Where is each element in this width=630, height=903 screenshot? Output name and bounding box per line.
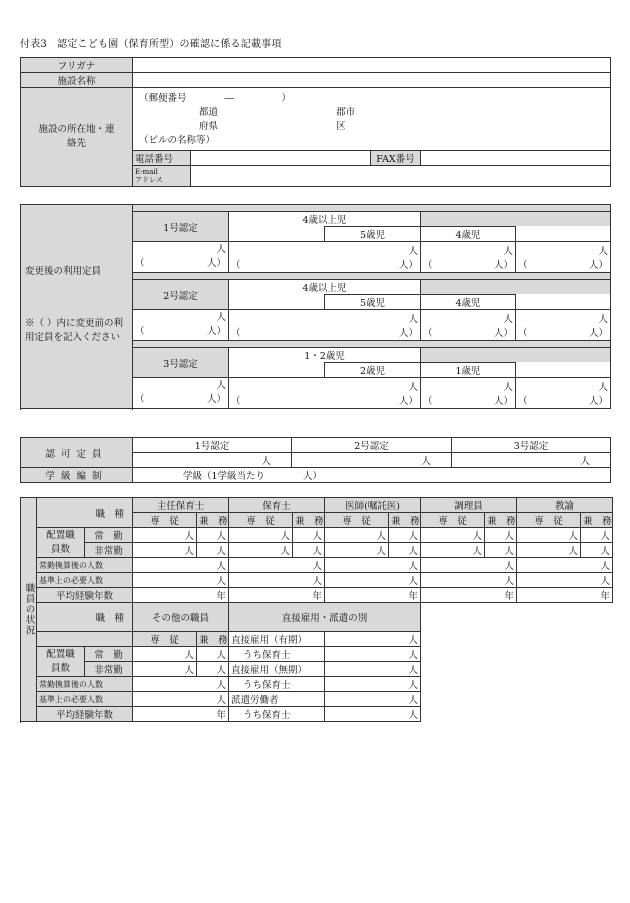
cert1-A[interactable]: 人 （ 人） [229,242,421,273]
req-2[interactable]: 人 [325,573,421,588]
nonregular-label: 非常勤 [85,543,133,558]
of-which-1-field[interactable]: 人 [325,647,421,662]
capacity-table [20,204,611,409]
r3-part[interactable]: 人 [485,528,517,543]
approved-c1-field[interactable]: 人 [133,453,292,468]
role-1-full: 専 従 [229,513,293,528]
r2-full[interactable]: 人 [325,528,389,543]
fte-4[interactable]: 人 [517,558,613,573]
avg-years-label: 平均経験年数 [37,588,133,603]
avg-years-label-2: 平均経験年数 [37,707,133,722]
fuken-label: 府県 [199,121,219,132]
other-n-full[interactable]: 人 [133,662,197,677]
r1-part[interactable]: 人 [293,528,325,543]
n1-part[interactable]: 人 [293,543,325,558]
regular-label: 常 勤 [85,528,133,543]
other-n-part[interactable]: 人 [197,662,229,677]
fte-label-2: 常勤換算後の人数 [37,677,133,692]
n4-full[interactable]: 人 [517,543,581,558]
role-0-full: 専 従 [133,513,197,528]
direct-label: 直接雇用・派遣の別 [229,603,421,632]
required-label: 基準上の必要人数 [37,573,133,588]
role-2: 医師(嘱託医) [325,498,421,513]
fax-field[interactable] [421,150,611,165]
direct-unfixed-label: 直接雇用（無期） [229,662,325,677]
capacity-label-main: 変更後の利用定員 [25,266,102,277]
fte-3[interactable]: 人 [421,558,517,573]
staff-side-label: 職員の状況 [21,498,37,722]
other-fte[interactable]: 人 [133,677,229,692]
cert3-groupA: 1・2歳児 [229,348,421,363]
cert2-subB: 4歳児 [421,295,516,310]
tel-label: 電話番号 [133,150,191,165]
role-1: 保育士 [229,498,325,513]
cert3-label: 3号認定 [133,348,229,378]
of-which-3-label: うち保育士 [229,707,325,722]
cert3-subB: 1歳児 [421,363,516,378]
n3-full[interactable]: 人 [421,543,485,558]
address-field[interactable] [133,88,611,151]
class-org-field[interactable]: 学級（1学級当たり 人） [133,468,611,483]
other-req[interactable]: 人 [133,692,229,707]
cert2-sub-A[interactable]: 人 （ 人） [421,310,516,341]
r3-full[interactable]: 人 [421,528,485,543]
role-3-part: 兼 務 [485,513,517,528]
cert2-subA: 5歳児 [325,295,421,310]
cert3-subA: 2歳児 [325,363,421,378]
email-field[interactable] [191,165,611,186]
n4-part[interactable]: 人 [581,543,613,558]
n2-full[interactable]: 人 [325,543,389,558]
facility-name-label: 施設名称 [21,73,133,88]
furigana-label: フリガナ [21,58,133,73]
fte-0[interactable]: 人 [133,558,229,573]
n1-full[interactable]: 人 [229,543,293,558]
facility-table [20,57,611,187]
staff-kind-label: 職 種 [37,498,133,528]
role-4: 教諭 [517,498,613,513]
yrs-3[interactable]: 年 [421,588,517,603]
cert1-subB: 4歳児 [421,227,516,242]
page-title: 付表3 認定こども園（保育所型）の確認に係る記載事項 [20,39,282,50]
regular-label-2: 常 勤 [85,647,133,662]
other-r-part[interactable]: 人 [197,647,229,662]
facility-name-field[interactable] [133,73,611,88]
approved-c2-field[interactable]: 人 [292,453,452,468]
other-r-full[interactable]: 人 [133,647,197,662]
r0-part[interactable]: 人 [197,528,229,543]
req-1[interactable]: 人 [229,573,325,588]
todo-label: 都道 [199,107,219,118]
postal-code: （郵便番号 ― ） [139,93,292,104]
fte-1[interactable]: 人 [229,558,325,573]
gunshi-label: 郡市 [336,107,356,118]
placement-label-2: 配置職員数 [37,647,85,677]
tel-field[interactable] [191,150,371,165]
of-which-1-label: うち保育士 [229,647,325,662]
approved-label: 認可定員 [21,438,133,468]
of-which-3-field[interactable]: 人 [325,707,421,722]
req-4[interactable]: 人 [517,573,613,588]
r4-part[interactable]: 人 [581,528,613,543]
r0-full[interactable]: 人 [133,528,197,543]
yrs-4[interactable]: 年 [517,588,613,603]
yrs-1[interactable]: 年 [229,588,325,603]
yrs-0[interactable]: 年 [133,588,229,603]
staff-kind-label-2: 職 種 [37,603,133,632]
cert1-sub-A[interactable]: 人 （ 人） [421,242,516,273]
ku-label: 区 [336,121,346,132]
cert1-subA: 5歳児 [325,227,421,242]
direct-unfixed-field[interactable]: 人 [325,662,421,677]
cert3-sub-B[interactable]: 人 （ 人） [516,378,611,409]
of-which-2-field[interactable]: 人 [325,677,421,692]
email-label: E-mail アドレス [133,165,191,186]
cert2-A[interactable]: 人 （ 人） [229,310,421,341]
approved-c3-label: 3号認定 [452,438,611,453]
cert1-total[interactable]: 人 （ 人） [133,242,229,273]
other-yrs[interactable]: 年 [133,707,229,722]
role-4-part: 兼 務 [581,513,613,528]
n3-part[interactable]: 人 [485,543,517,558]
role-2-part: 兼 務 [389,513,421,528]
class-org-label: 学級編制 [21,468,133,483]
approved-table [20,437,611,483]
cert1-sub-B[interactable]: 人 （ 人） [516,242,611,273]
role-2-full: 専 従 [325,513,389,528]
r1-full[interactable]: 人 [229,528,293,543]
n0-part[interactable]: 人 [197,543,229,558]
furigana-field[interactable] [133,58,611,73]
cert2-total[interactable]: 人 （ 人） [133,310,229,341]
dispatch-field[interactable]: 人 [325,692,421,707]
building-label: （ビルの名称等） [139,135,216,146]
approved-c2-label: 2号認定 [292,438,452,453]
approved-c3-field[interactable]: 人 [452,453,611,468]
other-part: 兼 務 [197,632,229,647]
cert1-label: 1号認定 [133,212,229,242]
cert3-A[interactable]: 人 （ 人） [229,378,421,409]
address-label: 施設の所在地・連絡先 [21,88,133,187]
r4-full[interactable]: 人 [517,528,581,543]
role-3: 調理員 [421,498,517,513]
role-4-full: 専 従 [517,513,581,528]
role-0: 主任保育士 [133,498,229,513]
fax-label: FAX番号 [371,150,421,165]
staff-table [20,497,613,722]
n2-part[interactable]: 人 [389,543,421,558]
of-which-2-label: うち保育士 [229,677,325,692]
dispatch-label: 派遣労働者 [229,692,325,707]
yrs-2[interactable]: 年 [325,588,421,603]
required-label-2: 基準上の必要人数 [37,692,133,707]
n0-full[interactable]: 人 [133,543,197,558]
cert2-groupA: 4歳以上児 [229,280,421,295]
other-staff-label: その他の職員 [133,603,229,632]
cert2-sub-B[interactable]: 人 （ 人） [516,310,611,341]
approved-c1-label: 1号認定 [133,438,292,453]
direct-fixed-field[interactable]: 人 [325,632,421,647]
req-0[interactable]: 人 [133,573,229,588]
role-3-full: 専 従 [421,513,485,528]
capacity-label-note: ※（ ）内に変更前の利用定員を記入ください [25,318,124,343]
other-full: 専 従 [133,632,197,647]
nonregular-label-2: 非常勤 [85,662,133,677]
cert3-sub-A[interactable]: 人 （ 人） [421,378,516,409]
cert3-total[interactable]: 人 （ 人） [133,378,229,409]
r2-part[interactable]: 人 [389,528,421,543]
direct-fixed-label: 直接雇用（有期） [229,632,325,647]
cert2-label: 2号認定 [133,280,229,310]
placement-label: 配置職員数 [37,528,85,558]
role-1-part: 兼 務 [293,513,325,528]
req-3[interactable]: 人 [421,573,517,588]
capacity-label [21,205,133,409]
fte-label: 常勤換算後の人数 [37,558,133,573]
role-0-part: 兼 務 [197,513,229,528]
fte-2[interactable]: 人 [325,558,421,573]
cert1-groupA: 4歳以上児 [229,212,421,227]
